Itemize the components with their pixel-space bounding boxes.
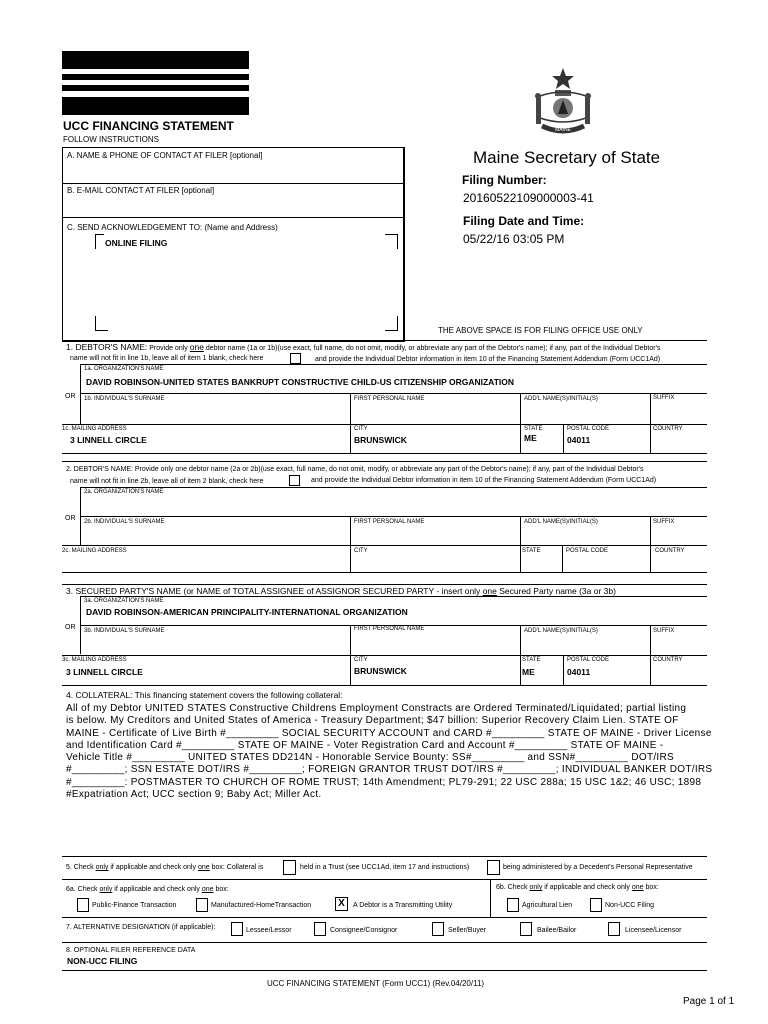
seller-buyer-checkbox[interactable] — [432, 922, 444, 936]
manufactured-home-label: Manufactured-HomeTransaction — [211, 902, 312, 909]
item5-label: 5. Check only if applicable and check only one box: Collateral is — [66, 864, 264, 871]
seller-buyer-label: Seller/Buyer — [448, 927, 487, 934]
secured-suffix-label: SUFFIX — [653, 628, 675, 634]
secured-instructions: 3. SECURED PARTY'S NAME (or NAME of TOTAL ASSIGNEE of ASSIGNOR SECURED PARTY - insert only one Secured Party name (3a or 3b) — [66, 586, 616, 596]
licensee-licensor-checkbox[interactable] — [608, 922, 620, 936]
follow-instructions: FOLLOW INSTRUCTIONS — [63, 135, 160, 144]
item8-label: 8. OPTIONAL FILER REFERENCE DATA — [66, 947, 196, 954]
debtor2-suffix-label: SUFFIX — [653, 519, 675, 525]
debtor2-addl-label: ADD'L NAME(S)/INITIAL(S) — [524, 519, 598, 525]
debtor2-state-label: STATE — [522, 548, 541, 554]
debtor1-postal-value[interactable]: 04011 — [567, 435, 591, 445]
collateral-line: #_________: POSTMASTER TO CHURCH OF ROME TRUST; 14th Amendment; PL79-291; 22 USC 288a; 15 USC 1&2; 46 USC; 1898 — [66, 776, 702, 788]
public-finance-label: Public-Finance Transaction — [92, 902, 177, 909]
debtor1-instr-line2b: and provide the Individual Debtor information in item 10 of the Financing Statement Addendum (Form UCC1Ad) — [315, 356, 661, 363]
item6a-label: 6a. Check only if applicable and check only one box: — [66, 886, 229, 893]
debtor1-country-label: COUNTRY — [653, 426, 683, 432]
secured-state-value[interactable]: ME — [522, 667, 535, 677]
secured-org-label: 3a. ORGANIZATION'S NAME — [84, 598, 164, 604]
collateral-line: #Expatriation Act; UCC section 9; Baby Act; Miller Act. — [66, 789, 322, 801]
filing-date: 05/22/16 03:05 PM — [463, 232, 565, 246]
acknowledgement-value: ONLINE FILING — [105, 238, 168, 248]
debtor2-instr-line1: 2. DEBTOR'S NAME: Provide only one debtor name (2a or 2b)(use exact, full name, do not omit, modify, or abbreviate any part of the Debtor's name); if any, part of the Individual Debtor's — [66, 466, 644, 473]
debtor1-addendum-checkbox[interactable] — [290, 353, 301, 364]
debtor2-country-label: COUNTRY — [655, 548, 685, 554]
collateral-line: is below. My Creditors and United States of America - Treasury Department; $47 billion: Superior Recovery Claim Lien. STATE OF — [66, 715, 679, 727]
debtor1-org-name[interactable]: DAVID ROBINSON-UNITED STATES BANKRUPT CONSTRUCTIVE CHILD-US CITIZENSHIP ORGANIZATION — [86, 377, 514, 387]
debtor1-addl-label: ADD'L NAME(S)/INITIAL(S) — [524, 396, 598, 402]
barcode-bar-3 — [62, 85, 249, 91]
seal-text: MAINE — [555, 127, 571, 133]
debtor2-first-label: FIRST PERSONAL NAME — [354, 519, 425, 525]
filer-reference-value[interactable]: NON-UCC FILING — [67, 956, 138, 966]
debtor1-mailing-label: 1c. MAILING ADDRESS — [62, 426, 127, 432]
filing-number: 20160522109000003-41 — [463, 191, 594, 205]
consignee-consignor-checkbox[interactable] — [314, 922, 326, 936]
agricultural-lien-label: Agricultural Lien — [522, 902, 573, 909]
maine-seal-icon — [528, 66, 598, 138]
debtor2-instr-line2b: and provide the Individual Debtor information in item 10 of the Financing Statement Addendum (Form UCC1Ad) — [311, 477, 657, 484]
debtor2-postal-label: POSTAL CODE — [566, 548, 609, 554]
debtor1-mailing-value[interactable]: 3 LINNELL CIRCLE — [70, 435, 147, 445]
debtor2-surname-label: 2b. INDIVIDUAL'S SURNAME — [84, 519, 165, 525]
collateral-line: Vehicle Title #_________ UNITED STATES DD214N - Honorable Service Bounty: SS#_________ and SSN#_________ DOT/IRS — [66, 752, 675, 764]
barcode-bar-2 — [62, 74, 249, 80]
debtor1-state-label: STATE — [524, 426, 543, 432]
collateral-line: #_________; SSN ESTATE DOT/IRS #_________; FOREIGN GRANTOR TRUST DOT/IRS #_________; INDIVIDUAL BANKER DOT/IRS — [66, 764, 713, 776]
debtor1-instr-line2a: name will not fit in line 1b, leave all of item 1 blank, check here — [70, 355, 264, 362]
collateral-line: All of my Debtor UNITED STATES Constructive Childrens Employment Constracts are Ordered Terminated/Liquidated; partial listing — [66, 703, 687, 714]
secured-postal-value[interactable]: 04011 — [567, 667, 591, 677]
debtor1-org-label: 1a. ORGANIZATION'S NAME — [84, 366, 164, 372]
debtor2-org-label: 2a. ORGANIZATION'S NAME — [84, 489, 164, 495]
debtor2-instr-line2a: name will not fit in line 2b, leave all of item 2 blank, check here — [70, 478, 264, 485]
debtor1-or: OR — [65, 393, 76, 400]
filer-b-label: B. E-MAIL CONTACT AT FILER [optional] — [67, 186, 215, 195]
trust-label: held in a Trust (see UCC1Ad, item 17 and instructions) — [300, 864, 470, 871]
trust-checkbox[interactable] — [283, 860, 296, 875]
form-title: UCC FINANCING STATEMENT — [63, 119, 234, 133]
page-number: Page 1 of 1 — [683, 996, 735, 1007]
bracket-tr — [385, 234, 398, 249]
bailee-bailor-checkbox[interactable] — [520, 922, 532, 936]
debtor1-postal-label: POSTAL CODE — [567, 426, 610, 432]
barcode-bar-4 — [62, 97, 249, 115]
filing-number-label: Filing Number: — [462, 173, 547, 187]
collateral-line: and Identification Card #_________ STATE OF MAINE - Voter Registration Card and Account #_________ STATE OF MAINE - — [66, 739, 664, 751]
filing-date-label: Filing Date and Time: — [463, 214, 585, 228]
debtor1-state-value[interactable]: ME — [524, 433, 537, 443]
filer-a-label: A. NAME & PHONE OF CONTACT AT FILER [optional] — [67, 151, 263, 160]
filer-c-label: C. SEND ACKNOWLEDGEMENT TO: (Name and Address) — [67, 223, 278, 232]
bailee-bailor-label: Bailee/Bailor — [537, 927, 577, 934]
consignee-consignor-label: Consignee/Consignor — [330, 927, 398, 934]
item7-label: 7. ALTERNATIVE DESIGNATION (if applicable): — [66, 924, 216, 931]
debtor1-surname-label: 1b. INDIVIDUAL'S SURNAME — [84, 396, 165, 402]
debtor1-city-value[interactable]: BRUNSWICK — [354, 435, 407, 445]
secured-addl-label: ADD'L NAME(S)/INITIAL(S) — [524, 628, 598, 634]
secured-mailing-label: 3c. MAILING ADDRESS — [62, 657, 127, 663]
secured-postal-label: POSTAL CODE — [567, 657, 610, 663]
licensee-licensor-label: Licensee/Licensor — [625, 927, 682, 934]
decedent-label: being administered by a Decedent's Personal Representative — [503, 864, 693, 871]
secured-city-value[interactable]: BRUNSWICK — [354, 666, 407, 676]
debtor1-suffix-label: SUFFIX — [653, 395, 675, 401]
debtor1-instructions: 1. DEBTOR'S NAME: Provide only one debtor name (1a or 1b)(use exact, full name, do not omit, modify, or abbreviate any part of the Debtor's name); if any, part of the Individual Debtor's — [66, 342, 661, 352]
agency-name: Maine Secretary of State — [473, 148, 661, 167]
bracket-tl — [95, 234, 104, 249]
secured-state-label: STATE — [522, 657, 541, 663]
lessee-lessor-label: Lessee/Lessor — [246, 927, 292, 934]
office-use-note: THE ABOVE SPACE IS FOR FILING OFFICE USE ONLY — [438, 326, 643, 335]
debtor2-city-label: CITY — [354, 548, 368, 554]
collateral-line: MAINE - Certificate of Live Birth #_________ SOCIAL SECURITY ACCOUNT and CARD #_________ STATE OF MAINE - Driver License — [66, 727, 712, 739]
secured-surname-label: 3b. INDIVIDUAL'S SURNAME — [84, 628, 165, 634]
debtor2-addendum-checkbox[interactable] — [289, 475, 300, 486]
non-ucc-filing-label: Non-UCC Filing — [605, 902, 655, 909]
decedent-checkbox[interactable] — [487, 860, 500, 875]
form-id: UCC FINANCING STATEMENT (Form UCC1) (Rev.04/20/11) — [267, 979, 485, 988]
item6b-label: 6b. Check only if applicable and check only one box: — [496, 884, 659, 891]
manufactured-home-checkbox[interactable] — [196, 898, 208, 912]
transmitting-utility-checkbox[interactable]: X — [335, 897, 348, 911]
secured-org-name[interactable]: DAVID ROBINSON-AMERICAN PRINCIPALITY-INTERNATIONAL ORGANIZATION — [86, 607, 408, 617]
public-finance-checkbox[interactable] — [77, 898, 89, 912]
agricultural-lien-checkbox[interactable] — [507, 898, 519, 912]
debtor1-first-label: FIRST PERSONAL NAME — [354, 396, 425, 402]
barcode-bar-1 — [62, 51, 249, 69]
collateral-label: 4. COLLATERAL: This financing statement covers the following collateral: — [66, 690, 343, 700]
non-ucc-filing-checkbox[interactable] — [590, 898, 602, 912]
bracket-br — [385, 316, 398, 331]
lessee-lessor-checkbox[interactable] — [231, 922, 243, 936]
debtor2-mailing-label: 2c. MAILING ADDRESS — [62, 548, 127, 554]
bracket-bl — [95, 316, 108, 331]
debtor2-or: OR — [65, 515, 76, 522]
secured-country-label: COUNTRY — [653, 657, 683, 663]
secured-first-label: FIRST PERSONAL NAME — [354, 626, 425, 632]
secured-mailing-value[interactable]: 3 LINNELL CIRCLE — [66, 667, 143, 677]
secured-or: OR — [65, 624, 76, 631]
debtor1-city-label: CITY — [354, 426, 368, 432]
collateral-text[interactable] — [66, 703, 713, 801]
secured-city-label: CITY — [354, 657, 368, 663]
transmitting-utility-label: A Debtor is a Transmitting Utility — [353, 902, 453, 909]
